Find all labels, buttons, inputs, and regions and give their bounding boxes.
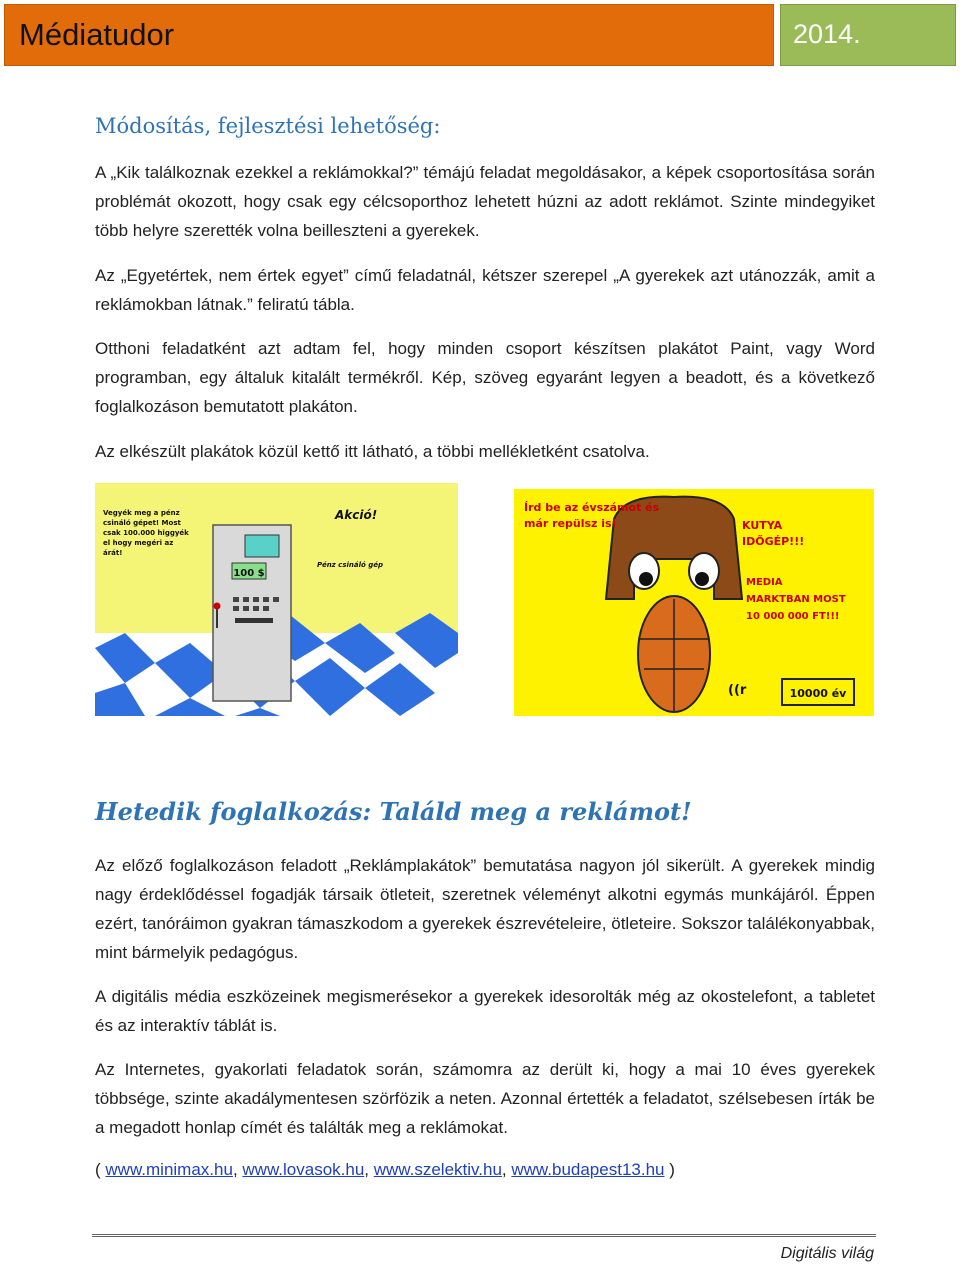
poster1-title: Akció! [335,508,378,522]
poster2-mark: ((r [728,683,747,698]
poster2-year-box: 10000 év [789,687,847,700]
paragraph: Az Internetes, gyakorlati feladatok során, számomra az derült ki, hogy a mai 10 éves gyerekek többsége, szinte akadálymentesen szörfözik a neten. Azonnal értették a feladatot, szélsebesen írták be a megadott honlap címét és találták meg a reklámokat. [95,1060,875,1137]
paragraph: Otthoni feladatként azt adtam fel, hogy minden csoport készítsen plakátot Paint, vagy Word programban, egy általuk kitalált termékről. Kép, szöveg egyaránt legyen a beadott, és a következő foglalkozáson bemutatott plakáton. [95,339,875,416]
link-szelektiv[interactable]: www.szelektiv.hu [373,1160,502,1179]
header-title: Médiatudor [19,17,175,52]
link-separator: , [232,1160,243,1179]
link-budapest13[interactable]: www.budapest13.hu [511,1160,665,1179]
poster1-label: Pénz csináló gép [317,561,384,569]
machine-display-text: 100 $ [233,568,265,579]
poster1-text-line: el hogy megéri az [103,539,174,547]
poster2-media-line: MARKTBAN MOST [746,594,846,605]
poster2-media-line: MEDIA [746,577,783,588]
header-year-box [780,4,956,66]
poster1-text-line: árát! [103,549,123,557]
paragraph: A „Kik találkoznak ezekkel a reklámokkal?” témájú feladat megoldásakor, a képek csoportosítása során problémát okozott, hogy csak egy célcsoporthoz lehetett húzni az adott reklámot. Szinte mindegyiket több helyre szerették volna beilleszteni a gyerekek. [95,163,875,240]
link-separator: , [364,1160,374,1179]
paragraph: Az elkészült plakátok közül kettő itt látható, a többi mellékletként csatolva. [95,442,650,461]
paragraph: Az „Egyetértek, nem értek egyet” című feladatnál, kétszer szerepel „A gyerekek azt utánozzák, amit a reklámokban látnak.” feliratú tábla. [95,266,875,314]
link-list [95,1160,675,1180]
paragraph: Az előző foglalkozáson feladott „Reklámplakátok” bemutatása nagyon jól sikerült. A gyerekek mindig nagy érdeklődéssel fogadják társaik ötleteit, szeretnek véleményt alkotni egymás munkájáról. Éppen ezért, tanóráimon gyakran támaszkodom a gyerekek észrevételeire, ötleteire. Sokszor találékonyabbak, mint bármelyik pedagógus. [95,856,875,962]
poster1-text-line: csináló gépet! Most [103,519,181,527]
header-year: 2014. [793,19,861,49]
poster2-text-line: már repülsz is! [524,517,617,530]
link-list-close: ) [664,1160,675,1179]
paragraph: A digitális média eszközeinek megismerésekor a gyerekek idesorolták még az okostelefont, a tabletet és az interaktív táblát is. [95,987,875,1035]
poster2-text-line: Írd be az évszámot és [524,501,660,514]
poster-dog-time-machine [514,489,874,716]
poster2-brand-line: KUTYA [742,519,783,532]
header-title-box [4,4,774,66]
footer-divider [92,1234,876,1237]
poster1-text-line: csak 100.000 higgyék [103,529,189,537]
section-heading-modification: Módosítás, fejlesztési lehetőség: [95,114,441,138]
link-separator: , [501,1160,512,1179]
poster1-text-line: Vegyék meg a pénz [103,509,180,517]
section-heading-seventh-session: Hetedik foglalkozás: Találd meg a reklámot! [95,797,692,826]
page-header [0,0,960,68]
link-minimax[interactable]: www.minimax.hu [105,1160,233,1179]
footer-text: Digitális világ [780,1245,874,1262]
poster2-media-line: 10 000 000 FT!!! [746,611,840,622]
poster-money-machine [95,483,458,716]
link-list-open: ( [95,1160,106,1179]
link-lovasok[interactable]: www.lovasok.hu [242,1160,365,1179]
poster2-brand-line: IDŐGÉP!!! [742,535,805,548]
